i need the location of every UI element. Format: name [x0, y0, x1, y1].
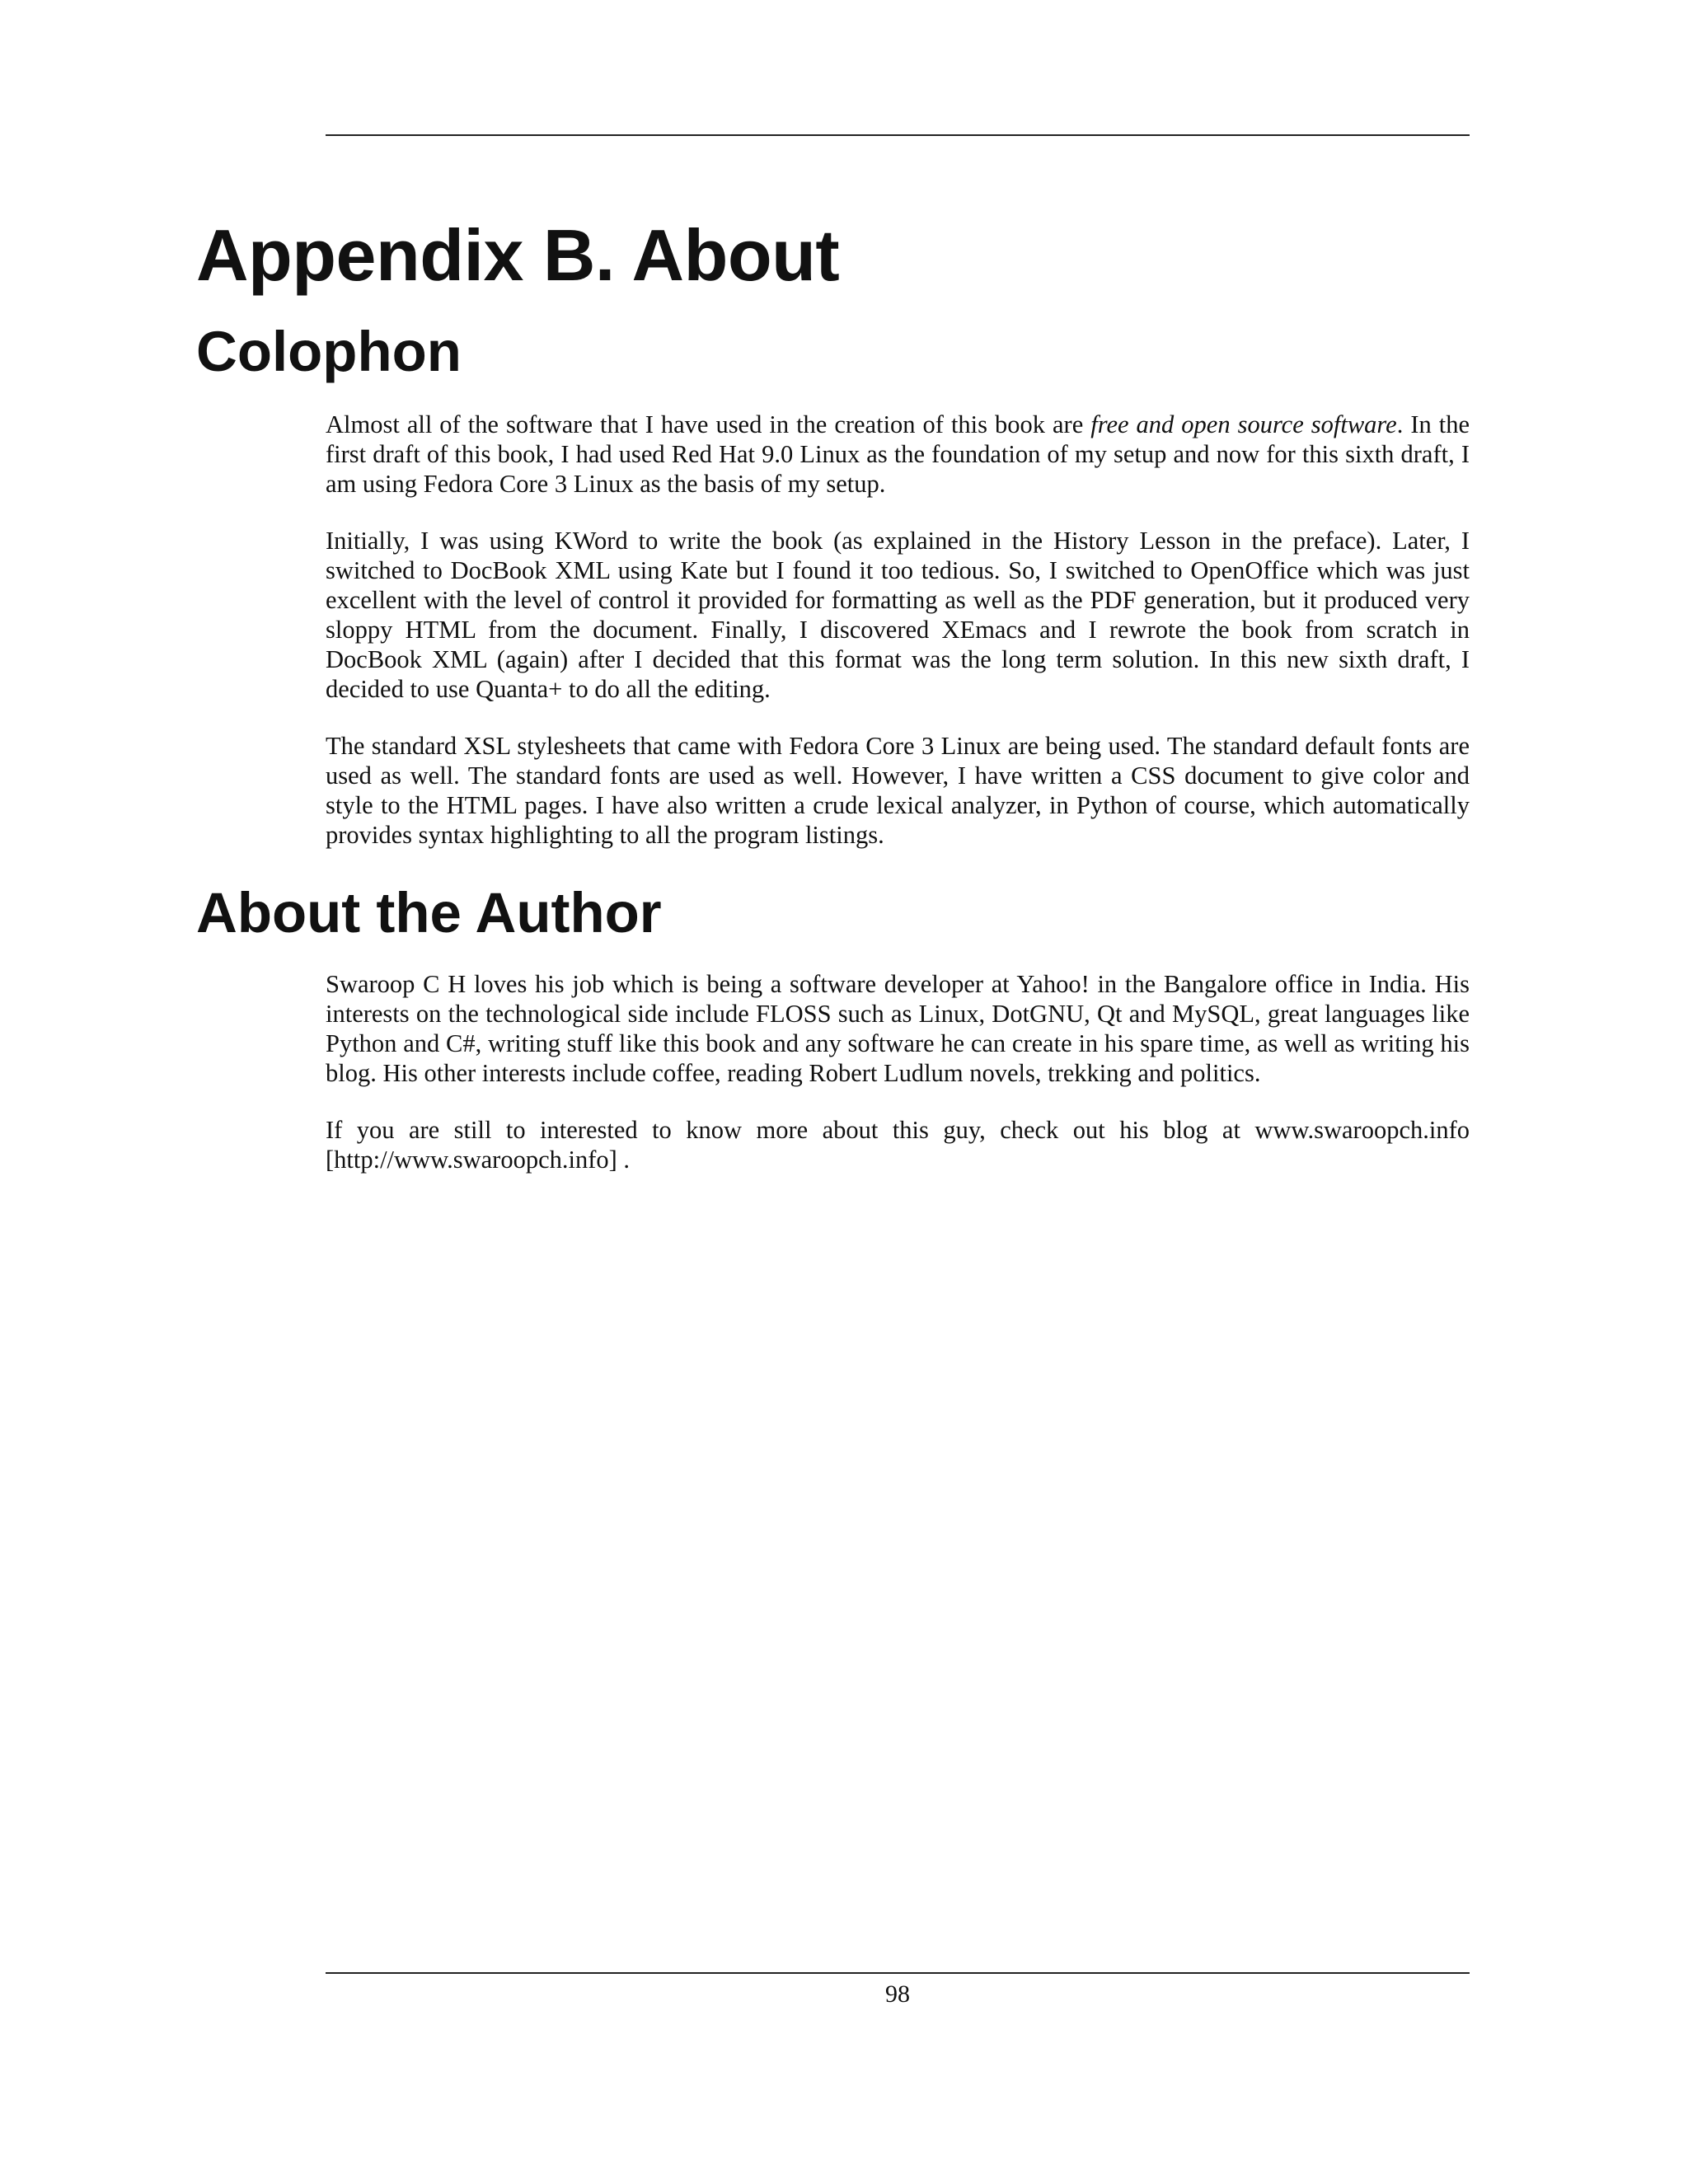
colophon-section: [326, 410, 1470, 877]
author-paragraph-2: If you are still to interested to know more about this guy, check out his blog at www.swaroopch.info [http://www.swaroopch.info] .: [326, 1116, 1470, 1174]
author-section: [326, 969, 1470, 1202]
colophon-paragraph-1: [326, 410, 1470, 499]
colophon-p1-emphasis: free and open source software: [1090, 410, 1397, 438]
colophon-paragraph-2: Initially, I was using KWord to write the book (as explained in the History Lesson in the preface). Later, I switched to DocBook XML using Kate but I found it too tedious. So, I switched to OpenOffice which was just excellent with the level of control it provided for formatting as well as the PDF generation, but it produced very sloppy HTML from the document. Finally, I discovered XEmacs and I rewrote the book from scratch in DocBook XML (again) after I decided that this format was the long term solution. In this new sixth draft, I decided to use Quanta+ to do all the editing.: [326, 527, 1470, 703]
footer-rule: [326, 1972, 1470, 1974]
header-rule: [326, 134, 1470, 136]
colophon-paragraph-3: The standard XSL stylesheets that came with Fedora Core 3 Linux are being used. The standard default fonts are used as well. The standard fonts are used as well. However, I have written a CSS document to give color and style to the HTML pages. I have also written a crude lexical analyzer, in Python of course, which automatically provides syntax highlighting to all the program listings.: [326, 732, 1470, 849]
colophon-p1-text-end: . In the first draft of this book, I had used Red Hat 9.0 Linux as the foundation of my setup and now for this sixth draft, I am using Fedora Core 3 Linux as the basis of my setup.: [326, 410, 1470, 498]
page-number: 98: [885, 1980, 910, 2008]
author-paragraph-1: Swaroop C H loves his job which is being a software developer at Yahoo! in the Bangalore office in India. His interests on the technological side include FLOSS such as Linux, DotGNU, Qt and MySQL, great languages like Python and C#, writing stuff like this book and any software he can create in his spare time, as well as writing his blog. His other interests include coffee, reading Robert Ludlum novels, trekking and politics.: [326, 970, 1470, 1087]
colophon-heading: Colophon: [196, 320, 462, 383]
author-heading: About the Author: [196, 881, 662, 944]
page-title: Appendix B. About: [196, 214, 840, 296]
colophon-p1-text-start: Almost all of the software that I have used in the creation of this book are: [326, 410, 1091, 438]
